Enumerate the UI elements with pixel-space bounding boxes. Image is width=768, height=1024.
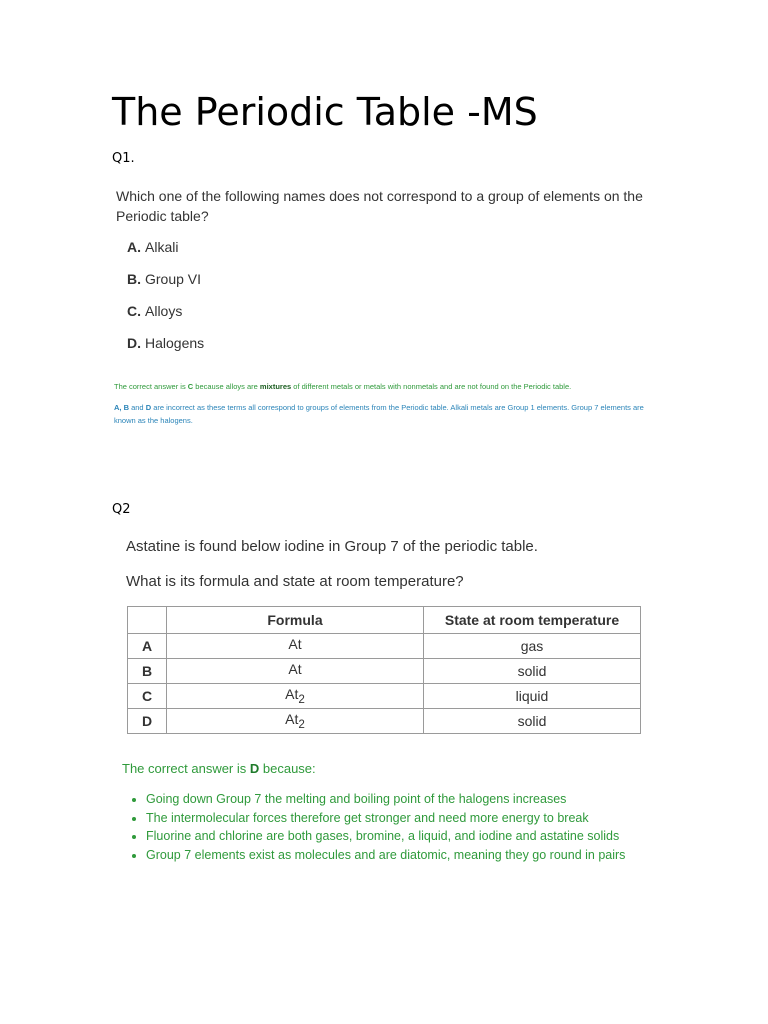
list-item: • Fluorine and chlorine are both gases, bromine, a liquid, and iodine and astatine solids bbox=[146, 827, 666, 846]
table-header-formula: Formula bbox=[167, 607, 424, 634]
row-label: A bbox=[128, 634, 167, 659]
formula-text: At bbox=[288, 636, 302, 653]
ms-letter-d: D bbox=[145, 403, 152, 412]
q2-number: Q2 bbox=[112, 502, 131, 517]
option-text: Group VI bbox=[145, 271, 202, 287]
table-row bbox=[128, 709, 641, 734]
page-title: The Periodic Table -MS bbox=[112, 90, 538, 134]
table-header-row bbox=[128, 607, 641, 634]
q2-line1: Astatine is found below iodine in Group 7 of the periodic table. bbox=[126, 538, 538, 555]
formula-cell bbox=[167, 709, 424, 734]
ms-text: and bbox=[129, 403, 146, 412]
q2-line2: What is its formula and state at room temperature? bbox=[126, 573, 464, 590]
ms-text: The correct answer is bbox=[114, 382, 188, 391]
answer-text: The correct answer is bbox=[122, 761, 250, 776]
list-item: • Group 7 elements exist as molecules and are diatomic, meaning they go round in pairs bbox=[146, 846, 666, 865]
table-header-state: State at room temperature bbox=[424, 607, 641, 634]
formula-text: At bbox=[288, 661, 302, 678]
answer-text: because: bbox=[259, 761, 316, 776]
option-letter: D. bbox=[127, 335, 141, 351]
ms-text: are incorrect as these terms all correspond to groups of elements from the Periodic table. Alkali metals are Group 1 elements. Group 7 elements are known as the halogens. bbox=[114, 403, 644, 425]
ms-letters: A, B bbox=[114, 403, 129, 412]
formula-subscript: 2 bbox=[298, 717, 305, 731]
row-label: C bbox=[128, 684, 167, 709]
formula-text: At bbox=[285, 686, 299, 703]
q1-markscheme-explanation bbox=[114, 401, 659, 427]
formula-subscript: 2 bbox=[298, 692, 305, 706]
option-text: Halogens bbox=[145, 335, 205, 351]
state-cell: gas bbox=[424, 634, 641, 659]
answer-letter: D bbox=[249, 761, 260, 776]
ms-bold-term: mixtures bbox=[259, 382, 292, 391]
table-row bbox=[128, 659, 641, 684]
formula-cell bbox=[167, 684, 424, 709]
q1-option-d bbox=[127, 335, 204, 351]
row-label: D bbox=[128, 709, 167, 734]
ms-text: of different metals or metals with nonmetals and are not found on the Periodic table. bbox=[291, 382, 572, 391]
option-letter: A. bbox=[127, 239, 141, 255]
table-header-empty bbox=[128, 607, 167, 634]
option-text: Alkali bbox=[145, 239, 179, 255]
list-item: • Going down Group 7 the melting and boiling point of the halogens increases bbox=[146, 790, 666, 809]
q1-option-a bbox=[127, 239, 178, 255]
q2-table bbox=[127, 606, 641, 734]
q1-markscheme-answer bbox=[114, 380, 659, 393]
ms-answer-letter: C bbox=[187, 382, 194, 391]
q1-number: Q1. bbox=[112, 151, 135, 166]
formula-text: At bbox=[285, 711, 299, 728]
option-text: Alloys bbox=[145, 303, 183, 319]
q1-stem: Which one of the following names does not correspond to a group of elements on the Periodic table? bbox=[116, 188, 643, 224]
table-row bbox=[128, 684, 641, 709]
q2-bullet-list bbox=[130, 790, 666, 864]
state-cell: solid bbox=[424, 659, 641, 684]
option-letter: B. bbox=[127, 271, 141, 287]
ms-text: because alloys are bbox=[193, 382, 260, 391]
option-letter: C. bbox=[127, 303, 141, 319]
state-cell: liquid bbox=[424, 684, 641, 709]
q2-answer bbox=[122, 761, 316, 776]
formula-cell bbox=[167, 634, 424, 659]
table-row bbox=[128, 634, 641, 659]
q1-option-b bbox=[127, 271, 201, 287]
formula-cell bbox=[167, 659, 424, 684]
list-item: • The intermolecular forces therefore get stronger and need more energy to break bbox=[146, 809, 666, 828]
state-cell: solid bbox=[424, 709, 641, 734]
row-label: B bbox=[128, 659, 167, 684]
q1-option-c bbox=[127, 303, 182, 319]
